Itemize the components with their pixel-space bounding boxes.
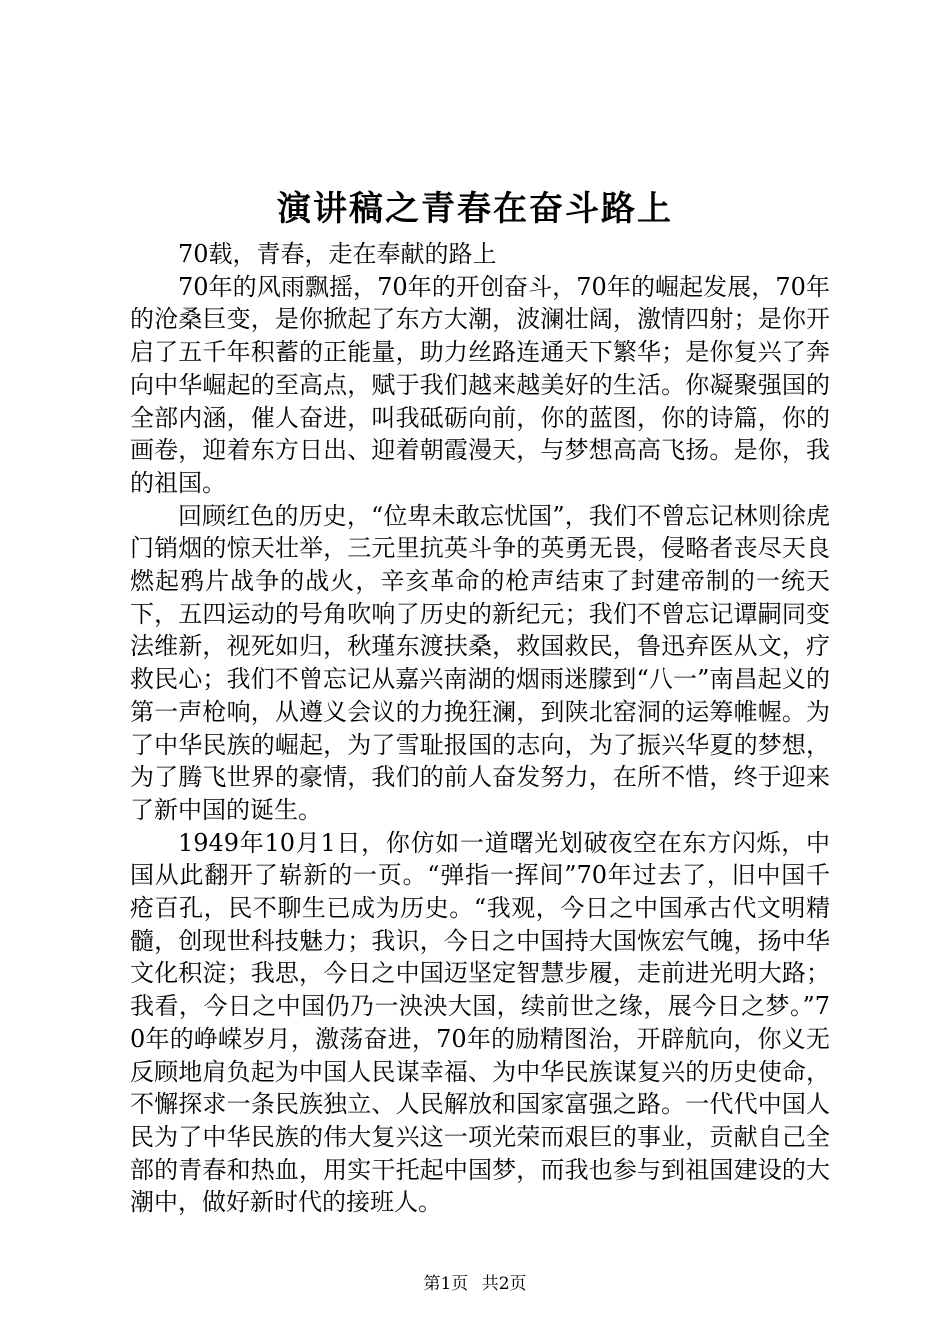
- paragraph-3: 1949年10月1日，你仿如一道曙光划破夜空在东方闪烁，中国从此翻开了崭新的一页。“弹指一挥间”70年过去了，旧中国千疮百孔，民不聊生已成为历史。“我观，今日之中国承古代文明精髓，创现世科技魅力；我识，今日之中国持大国恢宏气魄，扬中华文化积淀；我思，今日之中国迈坚定智慧步履，走前进光明大路；我看，今日之中国仍乃一泱泱大国，续前世之缘，展今日之梦。”70年的峥嵘岁月，激荡奋进，70年的励精图治，开辟航向，你义无反顾地肩负起为中国人民谋幸福、为中华民族谋复兴的历史使命，不懈探求一条民族独立、人民解放和国家富强之路。一代代中国人民为了中华民族的伟大复兴这一项光荣而艰巨的事业，贡献自己全部的青春和热血，用实干托起中国梦，而我也参与到祖国建设的大潮中，做好新时代的接班人。: [130, 828, 830, 1217]
- page-footer: [0, 1272, 950, 1296]
- paragraph-subtitle: 70载，青春，走在奉献的路上: [178, 240, 497, 268]
- document-body: [130, 238, 830, 1219]
- paragraph-1: 70年的风雨飘摇，70年的开创奋斗，70年的崛起发展，70年的沧桑巨变，是你掀起了东方大潮，波澜壮阔，激情四射；是你开启了五千年积蓄的正能量，助力丝路连通天下繁华；是你复兴了奔向中华崛起的至高点，赋于我们越来越美好的生活。你凝聚强国的全部内涵，催人奋进，叫我砥砺向前，你的蓝图，你的诗篇，你的画卷，迎着东方日出、迎着朝霞漫天，与梦想高高飞扬。是你，我的祖国。: [130, 272, 830, 497]
- paragraph-2: 回顾红色的历史，“位卑未敢忘忧国”，我们不曾忘记林则徐虎门销烟的惊天壮举，三元里抗英斗争的英勇无畏，侵略者丧尽天良燃起鸦片战争的战火，辛亥革命的枪声结束了封建帝制的一统天下，五四运动的号角吹响了历史的新纪元；我们不曾忘记谭嗣同变法维新，视死如归，秋瑾东渡扶桑，救国救民，鲁迅弃医从文，疗救民心；我们不曾忘记从嘉兴南湖的烟雨迷朦到“八一”南昌起义的第一声枪响，从遵义会议的力挽狂澜，到陕北窑洞的运筹帷幄。为了中华民族的崛起，为了雪耻报国的志向，为了振兴华夏的梦想，为了腾飞世界的豪情，我们的前人奋发努力，在所不惜，终于迎来了新中国的诞生。: [130, 501, 830, 824]
- current-page-number: 第1页: [423, 1274, 469, 1294]
- total-page-count: 共2页: [481, 1274, 527, 1294]
- document-title: 演讲稿之青春在奋斗路上: [277, 189, 673, 229]
